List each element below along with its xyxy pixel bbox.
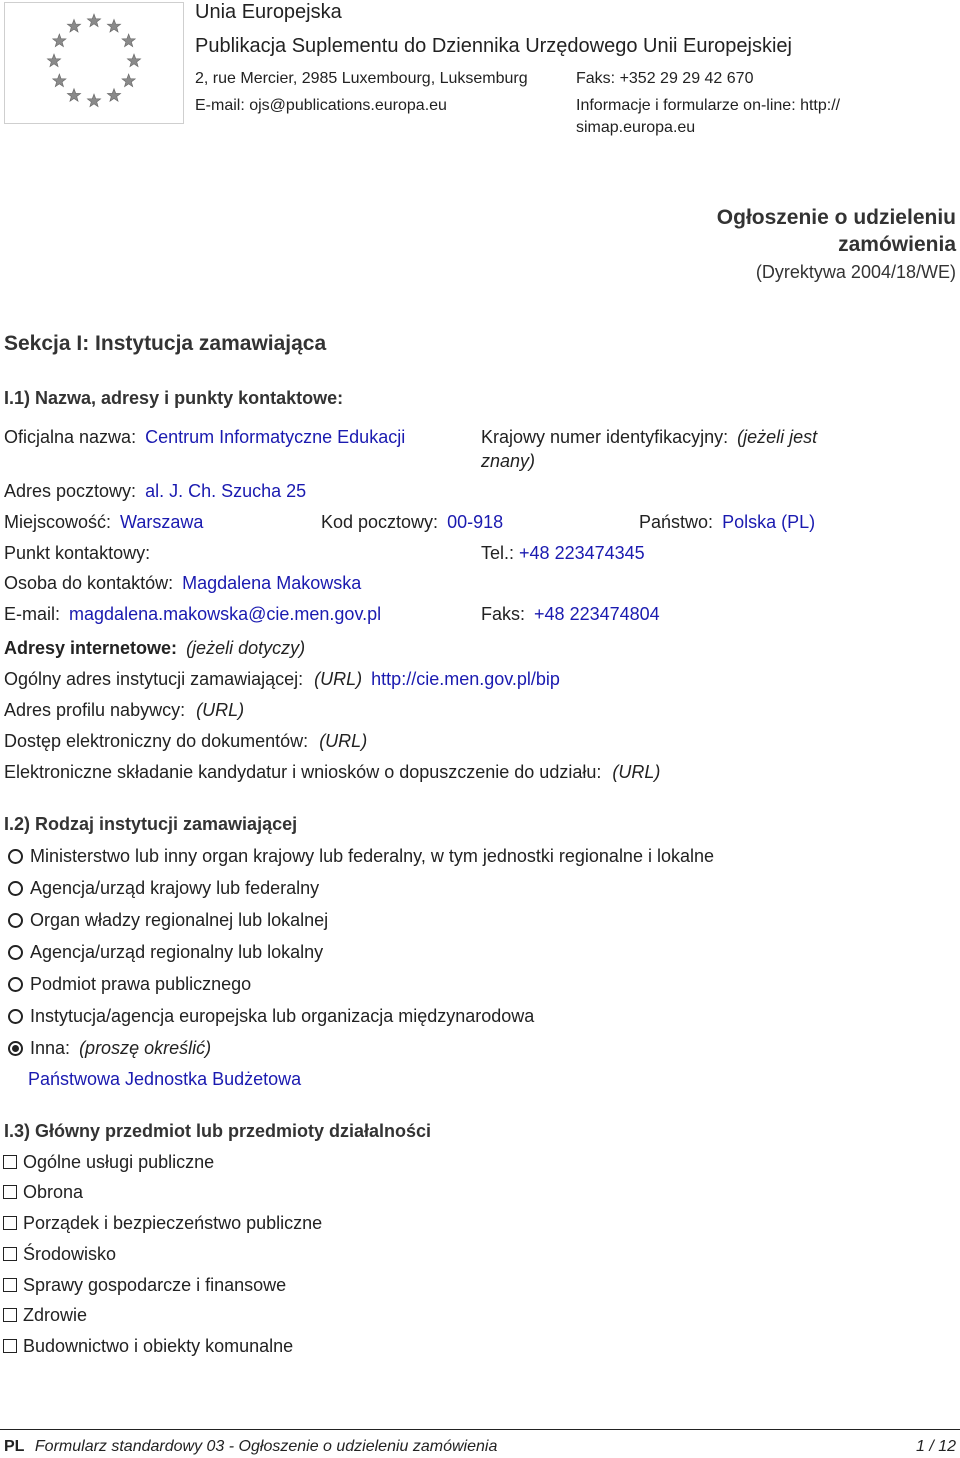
publication-title: Publikacja Suplementu do Dziennika Urzędowego Unii Europejskiej (195, 35, 792, 57)
org-name: Unia Europejska (195, 1, 342, 23)
radio-circle-icon[interactable] (8, 945, 23, 960)
official-name-label: Oficjalna nazwa: (4, 427, 137, 447)
publisher-info-line1: Informacje i formularze on-line: http:// (576, 97, 841, 114)
radio-option[interactable] (8, 942, 323, 963)
radio-option[interactable] (8, 846, 714, 867)
publisher-info-link[interactable]: simap.europa.eu (576, 119, 696, 136)
section-heading: Sekcja I: Instytucja zamawiająca (4, 332, 327, 355)
notice-title-line1: Ogłoszenie o udzieleniu (716, 206, 956, 229)
buyer-profile-label: Adres profilu nabywcy: (4, 700, 186, 720)
country-label: Państwo: (639, 512, 714, 532)
radio-option-label: Ministerstwo lub inny organ krajowy lub federalny, w tym jednostki regionalne i lokalne (30, 846, 714, 866)
checkbox-option[interactable] (3, 1275, 286, 1296)
contact-point-label: Punkt kontaktowy: (4, 543, 151, 563)
radio-option[interactable] (8, 878, 319, 899)
checkbox-label: Porządek i bezpieczeństwo publiczne (23, 1213, 323, 1233)
internet-addresses-heading (4, 638, 305, 659)
footer-form-info (4, 1438, 497, 1456)
checkbox-option[interactable] (3, 1244, 116, 1265)
general-address-label: Ogólny adres instytucji zamawiającej: (4, 669, 304, 689)
radio-circle-icon[interactable] (8, 977, 23, 992)
national-id-note-cont: znany) (481, 451, 536, 471)
star-icon (87, 94, 100, 107)
internet-heading-note: (jeżeli dotyczy) (186, 638, 306, 658)
other-authority-value: Państwowa Jednostka Budżetowa (28, 1069, 302, 1089)
radio-circle-icon[interactable] (8, 913, 23, 928)
radio-option-label: Organ władzy regionalnej lub lokalnej (30, 910, 329, 930)
footer-lang: PL (4, 1438, 25, 1455)
checkbox-label: Budownictwo i obiekty komunalne (23, 1336, 294, 1356)
radio-circle-icon[interactable] (8, 1009, 23, 1024)
star-icon (122, 34, 135, 47)
checkbox-icon[interactable] (3, 1155, 17, 1169)
town-row (4, 512, 203, 533)
buyer-profile-row (4, 700, 244, 721)
official-name-value: Centrum Informatyczne Edukacji (145, 427, 406, 447)
star-icon (107, 19, 120, 32)
subsection-heading-1-3: I.3) Główny przedmiot lub przedmioty działalności (4, 1121, 432, 1141)
general-address-link[interactable]: http://cie.men.gov.pl/bip (371, 669, 560, 689)
checkbox-icon[interactable] (3, 1216, 17, 1230)
checkbox-label: Środowisko (23, 1244, 117, 1264)
footer-form-name: Formularz standardowy 03 - Ogłoszenie o udzieleniu zamówienia (34, 1438, 498, 1455)
notice-title-line2: zamówienia (838, 233, 956, 256)
checkbox-icon[interactable] (3, 1339, 17, 1353)
town-label: Miejscowość: (4, 512, 112, 532)
radio-option-label: Podmiot prawa publicznego (30, 974, 252, 994)
eaccess-tag: (URL) (319, 731, 368, 751)
email-link[interactable]: magdalena.makowska@cie.men.gov.pl (69, 604, 382, 624)
publisher-email: E-mail: ojs@publications.europa.eu (195, 97, 447, 114)
checkbox-icon[interactable] (3, 1247, 17, 1261)
national-id-row (481, 427, 817, 448)
radio-option-label: Instytucja/agencja europejska lub organizacja międzynarodowa (30, 1006, 535, 1026)
checkbox-icon[interactable] (3, 1185, 17, 1199)
buyer-profile-tag: (URL) (196, 700, 245, 720)
checkbox-icon[interactable] (3, 1278, 17, 1292)
star-icon (67, 19, 80, 32)
postal-address-label: Adres pocztowy: (4, 481, 137, 501)
checkbox-icon[interactable] (3, 1308, 17, 1322)
fax-value: +48 223474804 (534, 604, 660, 624)
radio-circle-icon[interactable] (8, 881, 23, 896)
footer-page-number: 1 / 12 (915, 1438, 956, 1455)
national-id-label: Krajowy numer identyfikacyjny: (481, 427, 729, 447)
checkbox-option[interactable] (3, 1152, 214, 1173)
publisher-address: 2, rue Mercier, 2985 Luxembourg, Luksemburg (195, 70, 528, 87)
radio-option-label: Agencja/urząd regionalny lub lokalny (30, 942, 324, 962)
radio-option[interactable] (8, 974, 251, 995)
esubmission-tag: (URL) (612, 762, 661, 782)
star-icon (47, 54, 60, 67)
tel-label: Tel.: (481, 543, 515, 563)
checkbox-label: Sprawy gospodarcze i finansowe (23, 1275, 287, 1295)
contact-person-value: Magdalena Makowska (182, 573, 362, 593)
postal-address-row (4, 481, 306, 502)
fax-label: Faks: (481, 604, 526, 624)
star-icon (67, 89, 80, 102)
eu-stars-icon (5, 3, 183, 123)
publisher-fax: Faks: +352 29 29 42 670 (576, 70, 754, 87)
esubmission-row (4, 762, 660, 783)
esubmission-label: Elektroniczne składanie kandydatur i wniosków o dopuszczenie do udziału: (4, 762, 602, 782)
postcode-row (321, 512, 503, 533)
radio-option-other[interactable] (8, 1038, 211, 1059)
subsection-heading-1-1: I.1) Nazwa, adresy i punkty kontaktowe: (4, 388, 344, 408)
checkbox-label: Ogólne usługi publiczne (23, 1152, 215, 1172)
eu-flag-logo (4, 2, 184, 124)
subsection-heading-1-2: I.2) Rodzaj instytucji zamawiającej (4, 814, 298, 834)
country-value: Polska (PL) (722, 512, 816, 532)
star-icon (122, 74, 135, 87)
postal-address-value: al. J. Ch. Szucha 25 (145, 481, 307, 501)
radio-circle-icon[interactable] (8, 849, 23, 864)
radio-option[interactable] (8, 910, 328, 931)
general-address-url-tag: (URL) (314, 669, 363, 689)
star-icon (87, 14, 100, 27)
checkbox-label: Zdrowie (23, 1305, 88, 1325)
radio-option-label: Inna: (30, 1038, 71, 1058)
checkbox-option[interactable] (3, 1182, 83, 1203)
postcode-label: Kod pocztowy: (321, 512, 439, 532)
email-label: E-mail: (4, 604, 61, 624)
checkbox-label: Obrona (23, 1182, 84, 1202)
eaccess-label: Dostęp elektroniczny do dokumentów: (4, 731, 309, 751)
postcode-value: 00-918 (447, 512, 504, 532)
radio-option-label: Agencja/urząd krajowy lub federalny (30, 878, 320, 898)
star-icon (53, 74, 66, 87)
star-icon (127, 54, 140, 67)
official-name-row (4, 427, 405, 448)
footer-divider (0, 1429, 960, 1430)
eaccess-row (4, 731, 367, 752)
tel-row (481, 543, 645, 564)
contact-person-row (4, 573, 361, 594)
tel-value: +48 223474345 (519, 543, 645, 563)
star-icon (107, 89, 120, 102)
notice-directive: (Dyrektywa 2004/18/WE) (755, 262, 956, 282)
general-address-row (4, 669, 560, 690)
contact-person-label: Osoba do kontaktów: (4, 573, 174, 593)
radio-option-note: (proszę określić) (79, 1038, 212, 1058)
star-icon (53, 34, 66, 47)
fax-row (481, 604, 660, 625)
checkbox-option[interactable] (3, 1336, 293, 1357)
radio-checked-icon[interactable] (8, 1041, 23, 1056)
radio-option[interactable] (8, 1006, 534, 1027)
checkbox-option[interactable] (3, 1213, 322, 1234)
town-value: Warszawa (120, 512, 204, 532)
internet-heading-label: Adresy internetowe: (4, 638, 178, 658)
national-id-note: (jeżeli jest (737, 427, 818, 447)
checkbox-option[interactable] (3, 1305, 87, 1326)
email-row (4, 604, 381, 625)
country-row (639, 512, 815, 533)
